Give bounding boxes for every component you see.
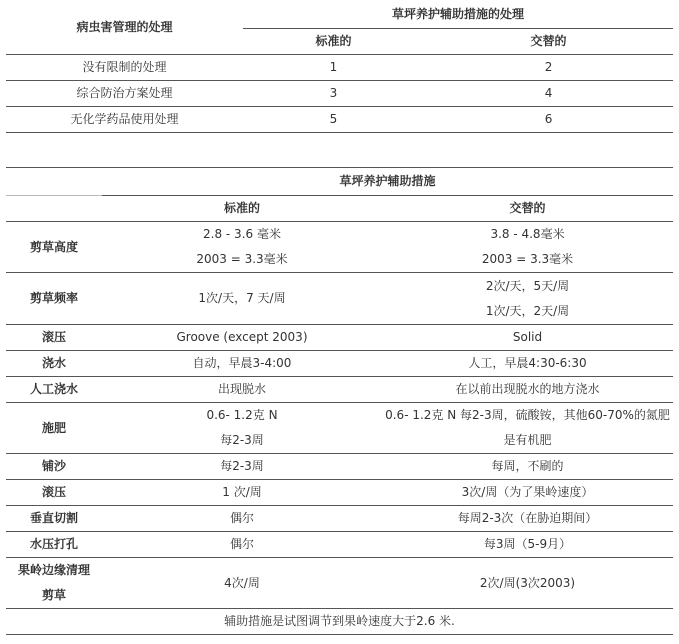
row-label: 无化学药品使用处理 xyxy=(6,106,243,132)
table-row xyxy=(6,351,673,377)
row-label: 垂直切割 xyxy=(6,506,102,532)
table-row xyxy=(6,222,673,273)
table-row xyxy=(6,106,673,132)
alternate-value: 2 xyxy=(424,54,673,80)
alternate-value: 2次/天，5天/周 1次/天，2天/周 xyxy=(382,273,673,325)
standard-value: 3 xyxy=(243,80,424,106)
row-label: 剪草频率 xyxy=(6,273,102,325)
alternate-value: 4 xyxy=(424,80,673,106)
table-row xyxy=(6,377,673,403)
standard-value: 出现脱水 xyxy=(102,377,382,403)
table-row xyxy=(6,532,673,558)
standard-value: 1 xyxy=(243,54,424,80)
table-row xyxy=(6,54,673,80)
table-row xyxy=(6,273,673,325)
maintenance-measures-table xyxy=(6,167,673,635)
table-row xyxy=(6,325,673,351)
table-row xyxy=(6,80,673,106)
standard-value: 1次/天，7 天/周 xyxy=(102,273,382,325)
row-label: 果岭边缘清理 剪草 xyxy=(6,558,102,609)
footnote: 辅助措施是试图调节到果岭速度大于2.6 米. xyxy=(6,609,673,635)
alternate-value: 在以前出现脱水的地方浇水 xyxy=(382,377,673,403)
row-label: 没有限制的处理 xyxy=(6,54,243,80)
standard-value: 偶尔 xyxy=(102,506,382,532)
row-label: 水压打孔 xyxy=(6,532,102,558)
maintenance-group-header: 草坪养护辅助措施的处理 xyxy=(243,2,673,28)
alternate-value: 6 xyxy=(424,106,673,132)
alternate-value: 2次/周(3次2003) xyxy=(382,558,673,609)
table-row xyxy=(6,558,673,609)
alternate-value: 3.8 - 4.8毫米 2003 = 3.3毫米 xyxy=(382,222,673,273)
alternate-value: 每3周（5-9月） xyxy=(382,532,673,558)
standard-value: 2.8 - 3.6 毫米 2003 = 3.3毫米 xyxy=(102,222,382,273)
row-label: 铺沙 xyxy=(6,454,102,480)
standard-value: 5 xyxy=(243,106,424,132)
row-label: 人工浇水 xyxy=(6,377,102,403)
measures-group-header: 草坪养护辅助措施 xyxy=(102,168,673,196)
col-standard-header: 标准的 xyxy=(102,196,382,222)
standard-value: 4次/周 xyxy=(102,558,382,609)
row-label: 剪草高度 xyxy=(6,222,102,273)
row-label: 浇水 xyxy=(6,351,102,377)
alternate-value: 人工，早晨4:30-6:30 xyxy=(382,351,673,377)
standard-value: 1 次/周 xyxy=(102,480,382,506)
treatment-table xyxy=(6,2,673,133)
pest-management-header: 病虫害管理的处理 xyxy=(6,2,243,54)
standard-value: 偶尔 xyxy=(102,532,382,558)
alternate-value: 每周，不刷的 xyxy=(382,454,673,480)
standard-value: 每2-3周 xyxy=(102,454,382,480)
row-label: 滚压 xyxy=(6,325,102,351)
row-label: 综合防治方案处理 xyxy=(6,80,243,106)
table-row xyxy=(6,506,673,532)
row-label: 滚压 xyxy=(6,480,102,506)
table-row xyxy=(6,403,673,454)
standard-value: Groove (except 2003) xyxy=(102,325,382,351)
col-alternate-header: 交替的 xyxy=(424,28,673,54)
row-label: 施肥 xyxy=(6,403,102,454)
standard-value: 0.6- 1.2克 N 每2-3周 xyxy=(102,403,382,454)
col-standard-header: 标准的 xyxy=(243,28,424,54)
alternate-value: 每周2-3次（在胁迫期间） xyxy=(382,506,673,532)
table-row xyxy=(6,480,673,506)
standard-value: 自动，早晨3-4:00 xyxy=(102,351,382,377)
alternate-value: 0.6- 1.2克 N 每2-3周，硫酸铵，其他60-70%的氮肥 是有机肥 xyxy=(382,403,673,454)
alternate-value: Solid xyxy=(382,325,673,351)
table-row xyxy=(6,454,673,480)
alternate-value: 3次/周（为了果岭速度） xyxy=(382,480,673,506)
col-alternate-header: 交替的 xyxy=(382,196,673,222)
